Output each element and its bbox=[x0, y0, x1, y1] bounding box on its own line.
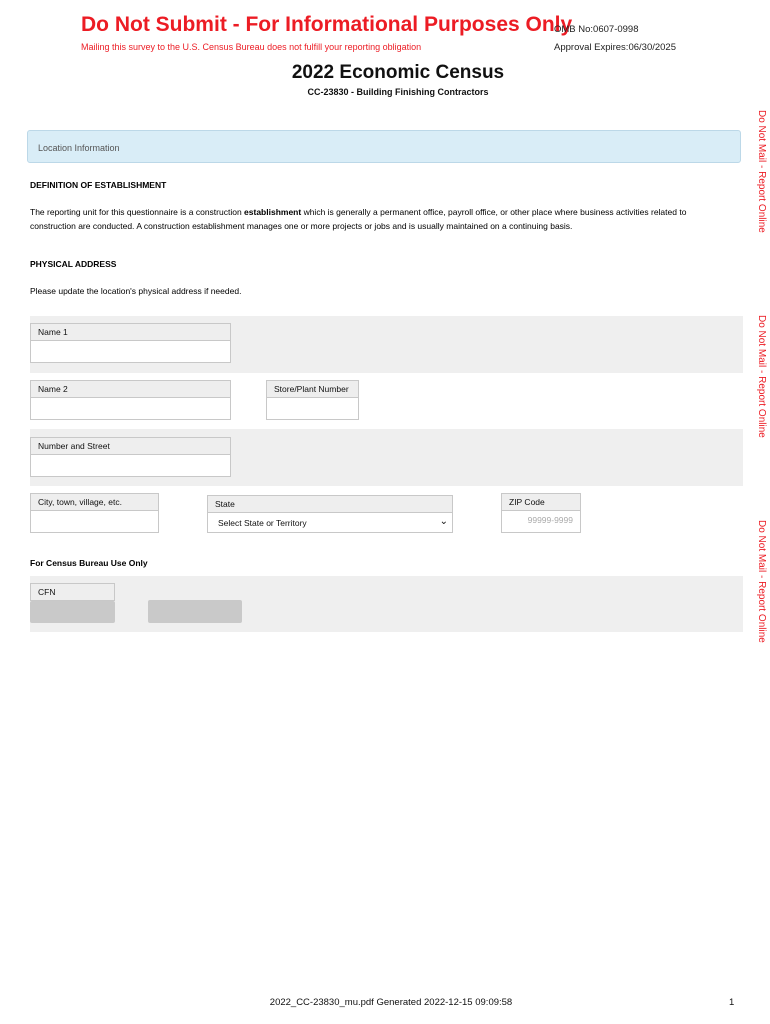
physical-address-heading: PHYSICAL ADDRESS bbox=[30, 259, 117, 269]
name2-input[interactable] bbox=[30, 398, 231, 420]
zip-field bbox=[501, 493, 581, 533]
form-subtitle: CC-23830 - Building Finishing Contractors bbox=[307, 87, 489, 97]
name1-input[interactable] bbox=[30, 341, 231, 363]
cfn-field bbox=[30, 583, 115, 623]
chevron-down-icon: ⌄ bbox=[439, 516, 448, 527]
street-label: Number and Street bbox=[30, 437, 231, 455]
page-title: 2022 Economic Census bbox=[291, 62, 505, 83]
store-plant-field bbox=[266, 380, 359, 420]
city-input[interactable] bbox=[30, 511, 159, 533]
city-label: City, town, village, etc. bbox=[30, 493, 159, 511]
cfn-secondary-box bbox=[148, 600, 242, 623]
page-number: 1 bbox=[729, 997, 735, 1008]
state-label: State bbox=[207, 495, 453, 513]
location-information-bar bbox=[27, 130, 741, 163]
name1-label: Name 1 bbox=[30, 323, 231, 341]
store-plant-label: Store/Plant Number bbox=[266, 380, 359, 398]
name2-label: Name 2 bbox=[30, 380, 231, 398]
street-input[interactable] bbox=[30, 455, 231, 477]
warning-subtitle: Mailing this survey to the U.S. Census Bureau does not fulfill your reporting obligation bbox=[81, 42, 422, 52]
definition-text-start: The reporting unit for this questionnaire is a construction bbox=[30, 207, 245, 217]
name1-field bbox=[30, 323, 231, 363]
definition-text-end: which is generally a permanent office, payroll office, or other place where business activities related to construction are conducted. A construction establishment manages one or more projects or jobs and is usually maintained on a continuing basis. bbox=[30, 207, 687, 231]
side-note-bottom: Do Not Mail - Report Online bbox=[756, 520, 767, 643]
side-note-top: Do Not Mail - Report Online bbox=[756, 110, 767, 233]
side-note-middle: Do Not Mail - Report Online bbox=[756, 315, 767, 438]
state-field bbox=[207, 495, 453, 533]
physical-address-instruction: Please update the location's physical address if needed. bbox=[30, 286, 242, 296]
warning-title: Do Not Submit - For Informational Purposes Only bbox=[81, 13, 573, 36]
location-information-label: Location Information bbox=[38, 143, 120, 153]
city-field bbox=[30, 493, 159, 533]
omb-number: OMB No:0607-0998 bbox=[554, 24, 639, 35]
census-use-heading: For Census Bureau Use Only bbox=[30, 558, 148, 568]
definition-text-bold: establishment bbox=[244, 207, 302, 217]
state-select[interactable] bbox=[207, 513, 453, 533]
zip-input[interactable]: 99999-9999 bbox=[501, 511, 581, 533]
footer-generated: 2022_CC-23830_mu.pdf Generated 2022-12-15 09:09:58 bbox=[269, 997, 513, 1008]
census-use-band bbox=[30, 576, 743, 632]
approval-expiration: Approval Expires:06/30/2025 bbox=[554, 42, 676, 53]
name2-field bbox=[30, 380, 231, 420]
cfn-value-box bbox=[30, 601, 115, 623]
street-field bbox=[30, 437, 231, 477]
definition-heading: DEFINITION OF ESTABLISHMENT bbox=[30, 180, 167, 190]
definition-text bbox=[30, 205, 720, 233]
store-plant-input[interactable] bbox=[266, 398, 359, 420]
zip-label: ZIP Code bbox=[501, 493, 581, 511]
state-selected-value: Select State or Territory bbox=[218, 518, 307, 528]
cfn-label: CFN bbox=[30, 583, 115, 601]
